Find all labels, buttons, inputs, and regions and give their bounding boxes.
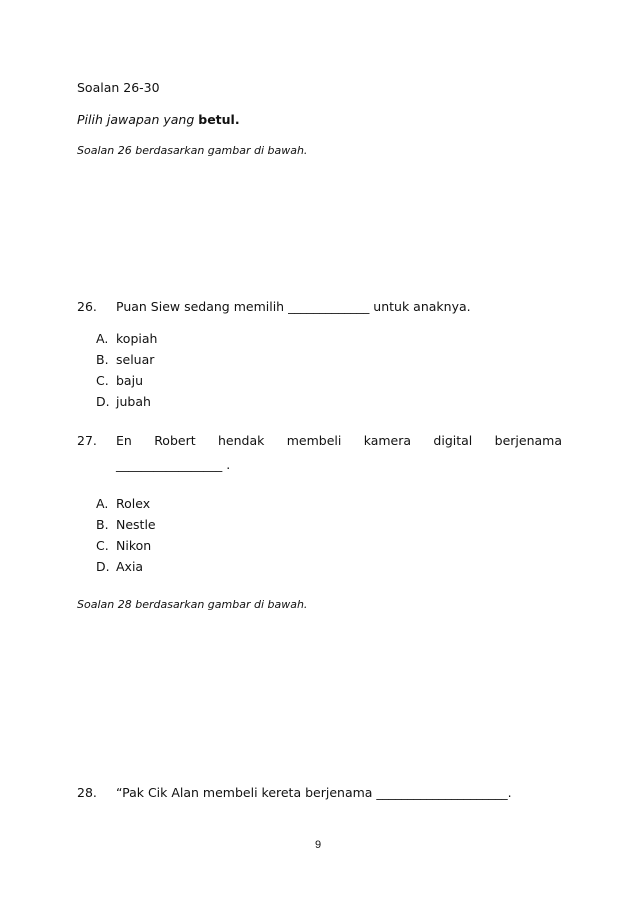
question-27-line-1 (116, 433, 562, 448)
question-26-number: 26. (77, 299, 97, 314)
q27-word: En (116, 433, 132, 448)
section-title: Soalan 26-30 (77, 80, 160, 95)
q26-option-c: C. baju (96, 373, 143, 388)
q27-option-a: A. Rolex (96, 496, 151, 511)
q27-option-d: D. Axia (96, 559, 144, 574)
image-note-26: Soalan 26 berdasarkan gambar di bawah. (77, 144, 308, 157)
q27-word: kamera (363, 433, 412, 448)
page-number: 9 (315, 839, 322, 851)
image-note-28: Soalan 28 berdasarkan gambar di bawah. (77, 598, 308, 611)
q26-option-a: A. kopiah (96, 331, 158, 346)
question-28-text: “Pak Cik Alan membeli kereta berjenama _____________________. (116, 785, 512, 800)
q26-option-d: D. jubah (96, 394, 151, 409)
q27-word: berjenama (494, 433, 562, 448)
q27-option-c: C. Nikon (96, 538, 152, 553)
q27-word: digital (433, 433, 473, 448)
instruction-text: Pilih jawapan yang (77, 112, 199, 127)
question-26-text: Puan Siew sedang memilih _____________ untuk anaknya. (116, 299, 471, 314)
q27-word: Robert (154, 433, 196, 448)
instruction-emphasis: betul. (198, 112, 240, 127)
question-27-line-2: _________________ . (116, 457, 231, 472)
q27-word: hendak (217, 433, 265, 448)
q26-option-b: B. seluar (96, 352, 155, 367)
question-28-number: 28. (77, 785, 97, 800)
q27-word: membeli (286, 433, 342, 448)
instruction (77, 112, 240, 127)
question-27-number: 27. (77, 433, 97, 448)
q27-option-b: B. Nestle (96, 517, 156, 532)
